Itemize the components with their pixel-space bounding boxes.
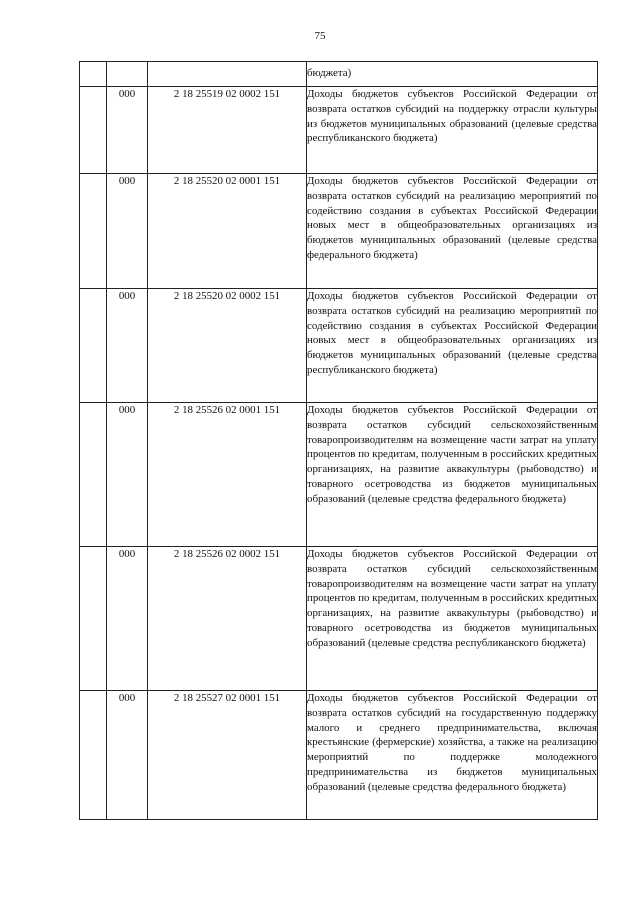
description-cell: Доходы бюджетов субъектов Российской Федерации от возврата остатков субсидий на реализацию мероприятий по содействию создания в субъектах Российской Федерации новых мест в общеобразовательных организациях из бюджетов муниципальных образований (целевые средства федерального бюджета) <box>307 174 598 289</box>
table-row <box>80 87 598 174</box>
table-row <box>80 62 598 87</box>
blank-cell <box>80 87 107 174</box>
admin-code-cell <box>107 62 148 87</box>
description-cell: Доходы бюджетов субъектов Российской Федерации от возврата остатков субсидий сельскохозяйственным товаропроизводителям на возмещение части затрат на уплату процентов по кредитам, полученным в российских кредитных организациях, на развитие аквакультуры (рыбоводство) и товарного осетроводства из бюджетов муниципальных образований (целевые средства федерального бюджета) <box>307 403 598 547</box>
budget-code-cell: 2 18 25520 02 0002 151 <box>148 289 307 403</box>
blank-cell <box>80 289 107 403</box>
budget-code-cell: 2 18 25526 02 0001 151 <box>148 403 307 547</box>
description-cell: Доходы бюджетов субъектов Российской Федерации от возврата остатков субсидий на поддержку отрасли культуры из бюджетов муниципальных образований (целевые средства республиканского бюджета) <box>307 87 598 174</box>
budget-codes-table <box>79 61 598 820</box>
admin-code-cell: 000 <box>107 174 148 289</box>
description-cell: Доходы бюджетов субъектов Российской Федерации от возврата остатков субсидий на реализацию мероприятий по содействию создания в субъектах Российской Федерации новых мест в общеобразовательных организациях из бюджетов муниципальных образований (целевые средства республиканского бюджета) <box>307 289 598 403</box>
admin-code-cell: 000 <box>107 87 148 174</box>
budget-code-cell: 2 18 25520 02 0001 151 <box>148 174 307 289</box>
blank-cell <box>80 174 107 289</box>
budget-code-cell: 2 18 25527 02 0001 151 <box>148 691 307 820</box>
blank-cell <box>80 547 107 691</box>
admin-code-cell: 000 <box>107 547 148 691</box>
admin-code-cell: 000 <box>107 403 148 547</box>
table-row <box>80 691 598 820</box>
table-row <box>80 547 598 691</box>
description-cell: Доходы бюджетов субъектов Российской Федерации от возврата остатков субсидий на государственную поддержку малого и среднего предпринимательства, включая крестьянские (фермерские) хозяйства, а также на реализацию мероприятий по поддержке молодежного предпринимательства из бюджетов муниципальных образований (целевые средства федерального бюджета) <box>307 691 598 820</box>
description-cell: бюджета) <box>307 62 598 87</box>
table-row <box>80 403 598 547</box>
page-number: 75 <box>314 30 326 42</box>
blank-cell <box>80 62 107 87</box>
table-row <box>80 289 598 403</box>
description-cell: Доходы бюджетов субъектов Российской Федерации от возврата остатков субсидий сельскохозяйственным товаропроизводителям на возмещение части затрат на уплату процентов по кредитам, полученным в российских кредитных организациях, на развитие аквакультуры (рыбоводство) и товарного осетроводства из бюджетов муниципальных образований (целевые средства республиканского бюджета) <box>307 547 598 691</box>
budget-code-cell: 2 18 25526 02 0002 151 <box>148 547 307 691</box>
budget-code-cell <box>148 62 307 87</box>
admin-code-cell: 000 <box>107 289 148 403</box>
blank-cell <box>80 691 107 820</box>
table-row <box>80 174 598 289</box>
admin-code-cell: 000 <box>107 691 148 820</box>
blank-cell <box>80 403 107 547</box>
budget-code-cell: 2 18 25519 02 0002 151 <box>148 87 307 174</box>
